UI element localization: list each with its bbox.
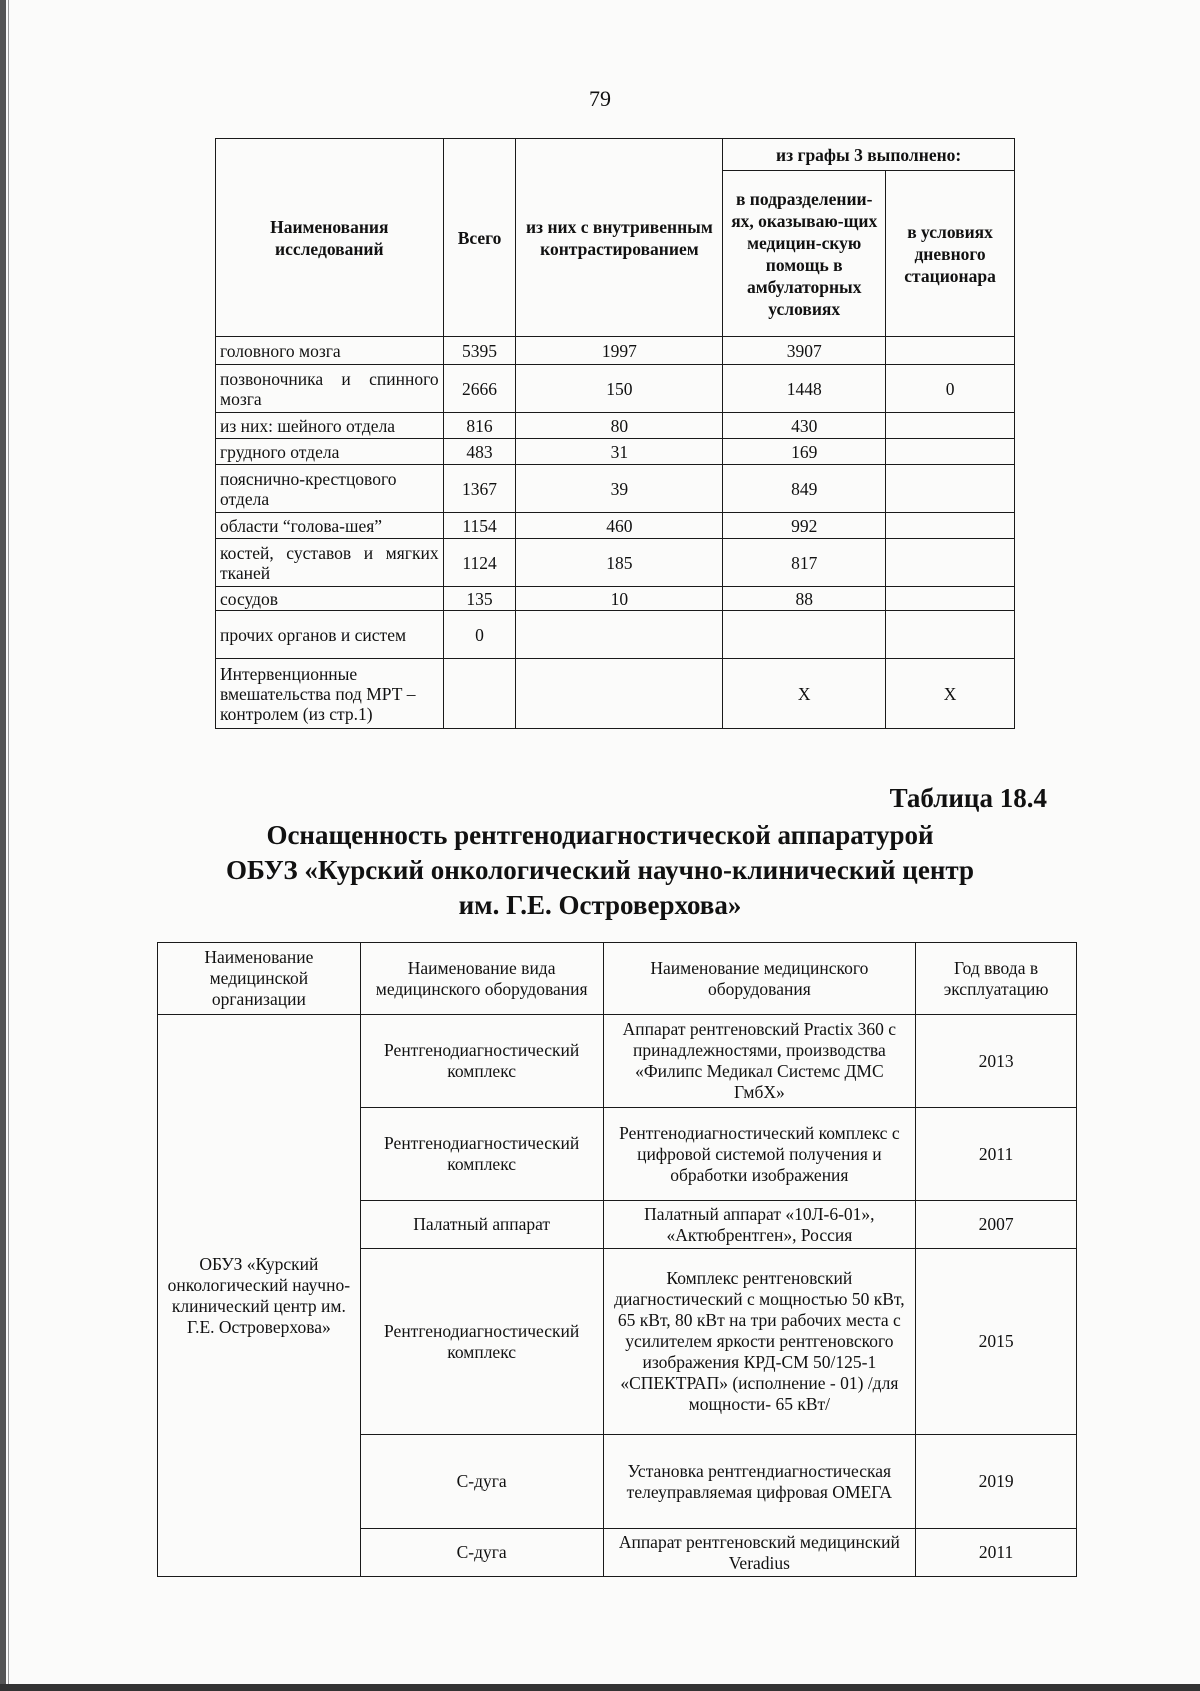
table-row xyxy=(216,413,1015,439)
equipment-kind: С-дуга xyxy=(360,1529,603,1577)
header-total: Всего xyxy=(443,139,516,337)
study-name: костей, суставов и мягких тканей xyxy=(216,539,444,587)
header-ambulatory: в подразделении-ях, оказываю-щих медицин-скую помощь в амбулаторных условиях xyxy=(723,171,886,337)
equipment-name: Установка рентгендиагностическая телеуправляемая цифровая ОМЕГА xyxy=(603,1435,916,1529)
contrast-cell: 1997 xyxy=(516,337,723,365)
table-row xyxy=(216,513,1015,539)
study-name: головного мозга xyxy=(216,337,444,365)
table-title-line: Оснащенность рентгенодиагностической аппаратурой xyxy=(266,820,934,850)
table-row xyxy=(216,439,1015,465)
ambulatory-cell: 1448 xyxy=(723,365,886,413)
equipment-kind: Рентгенодиагностический комплекс xyxy=(360,1249,603,1435)
ambulatory-cell: 88 xyxy=(723,587,886,611)
contrast-cell: 39 xyxy=(516,465,723,513)
ambulatory-cell: 3907 xyxy=(723,337,886,365)
table-row xyxy=(216,587,1015,611)
equipment-name: Рентгенодиагностический комплекс с цифровой системой получения и обработки изображения xyxy=(603,1108,916,1201)
day-hospital-cell xyxy=(886,611,1015,659)
ambulatory-cell: 849 xyxy=(723,465,886,513)
table-row xyxy=(216,365,1015,413)
equipment-kind: Рентгенодиагностический комплекс xyxy=(360,1108,603,1201)
day-hospital-cell xyxy=(886,539,1015,587)
table-title-line: им. Г.Е. Островерхова» xyxy=(458,890,742,920)
study-name: пояснично-крестцового отдела xyxy=(216,465,444,513)
table-row xyxy=(158,1015,1077,1108)
equipment-name: Комплекс рентгеновский диагностический с мощностью 50 кВт, 65 кВт, 80 кВт на три рабочих места с усилителем яркости рентгеновского изображения КРД-СМ 50/125-1 «СПЕКТРАП» (исполнение - 01) /для мощности- 65 кВт/ xyxy=(603,1249,916,1435)
total-cell: 1154 xyxy=(443,513,516,539)
total-cell: 2666 xyxy=(443,365,516,413)
header-study-name: Наименования исследований xyxy=(216,139,444,337)
header-equipment-name: Наименование медицинского оборудования xyxy=(603,943,916,1015)
study-name: Интервенционные вмешательства под МРТ – контролем (из стр.1) xyxy=(216,659,444,729)
day-hospital-cell xyxy=(886,513,1015,539)
organization-cell: ОБУЗ «Курский онкологический научно-клинический центр им. Г.Е. Островерхова» xyxy=(158,1015,361,1577)
study-name: позвоночника и спинного мозга xyxy=(216,365,444,413)
ambulatory-cell: 430 xyxy=(723,413,886,439)
study-name: сосудов xyxy=(216,587,444,611)
year-cell: 2011 xyxy=(916,1108,1077,1201)
table-row xyxy=(216,337,1015,365)
total-cell xyxy=(443,659,516,729)
study-name: из них: шейного отдела xyxy=(216,413,444,439)
day-hospital-cell: 0 xyxy=(886,365,1015,413)
year-cell: 2011 xyxy=(916,1529,1077,1577)
total-cell: 5395 xyxy=(443,337,516,365)
table-row xyxy=(216,539,1015,587)
equipment-name: Палатный аппарат «10Л-6-01», «Актюбрентген», Россия xyxy=(603,1201,916,1249)
header-day-hospital: в условиях дневного стационара xyxy=(886,171,1015,337)
contrast-cell xyxy=(516,611,723,659)
year-cell: 2007 xyxy=(916,1201,1077,1249)
ambulatory-cell xyxy=(723,611,886,659)
header-group: из графы 3 выполнено: xyxy=(723,139,1015,171)
day-hospital-cell xyxy=(886,439,1015,465)
table-title xyxy=(0,818,1200,923)
header-contrast: из них с внутривенным контрастированием xyxy=(516,139,723,337)
header-equipment-kind: Наименование вида медицинского оборудования xyxy=(360,943,603,1015)
contrast-cell: 80 xyxy=(516,413,723,439)
year-cell: 2015 xyxy=(916,1249,1077,1435)
header-organization: Наименование медицинской организации xyxy=(158,943,361,1015)
table-title-line: ОБУЗ «Курский онкологический научно-клинический центр xyxy=(226,855,974,885)
contrast-cell: 460 xyxy=(516,513,723,539)
table-row xyxy=(216,659,1015,729)
equipment-name: Аппарат рентгеновский медицинский Veradius xyxy=(603,1529,916,1577)
table-row xyxy=(216,465,1015,513)
ambulatory-cell: 992 xyxy=(723,513,886,539)
day-hospital-cell xyxy=(886,337,1015,365)
scan-border-bottom xyxy=(0,1684,1200,1691)
total-cell: 816 xyxy=(443,413,516,439)
day-hospital-cell xyxy=(886,587,1015,611)
contrast-cell: 10 xyxy=(516,587,723,611)
contrast-cell xyxy=(516,659,723,729)
total-cell: 0 xyxy=(443,611,516,659)
contrast-cell: 31 xyxy=(516,439,723,465)
ambulatory-cell: 817 xyxy=(723,539,886,587)
page-number: 79 xyxy=(589,86,611,111)
equipment-kind: Палатный аппарат xyxy=(360,1201,603,1249)
total-cell: 1124 xyxy=(443,539,516,587)
day-hospital-cell xyxy=(886,413,1015,439)
total-cell: 483 xyxy=(443,439,516,465)
day-hospital-cell xyxy=(886,465,1015,513)
ambulatory-cell: Х xyxy=(723,659,886,729)
study-name: области “голова-шея” xyxy=(216,513,444,539)
header-year: Год ввода в эксплуатацию xyxy=(916,943,1077,1015)
table-row xyxy=(216,611,1015,659)
day-hospital-cell: Х xyxy=(886,659,1015,729)
equipment-table xyxy=(157,942,1077,1577)
total-cell: 1367 xyxy=(443,465,516,513)
year-cell: 2019 xyxy=(916,1435,1077,1529)
total-cell: 135 xyxy=(443,587,516,611)
table-label: Таблица 18.4 xyxy=(889,783,1047,813)
year-cell: 2013 xyxy=(916,1015,1077,1108)
ambulatory-cell: 169 xyxy=(723,439,886,465)
equipment-kind: С-дуга xyxy=(360,1435,603,1529)
equipment-name: Аппарат рентгеновский Practix 360 с принадлежностями, производства «Филипс Медикал Системс ДМС ГмбХ» xyxy=(603,1015,916,1108)
study-name: прочих органов и систем xyxy=(216,611,444,659)
equipment-kind: Рентгенодиагностический комплекс xyxy=(360,1015,603,1108)
contrast-cell: 150 xyxy=(516,365,723,413)
mri-studies-table xyxy=(215,138,1015,729)
study-name: грудного отдела xyxy=(216,439,444,465)
contrast-cell: 185 xyxy=(516,539,723,587)
